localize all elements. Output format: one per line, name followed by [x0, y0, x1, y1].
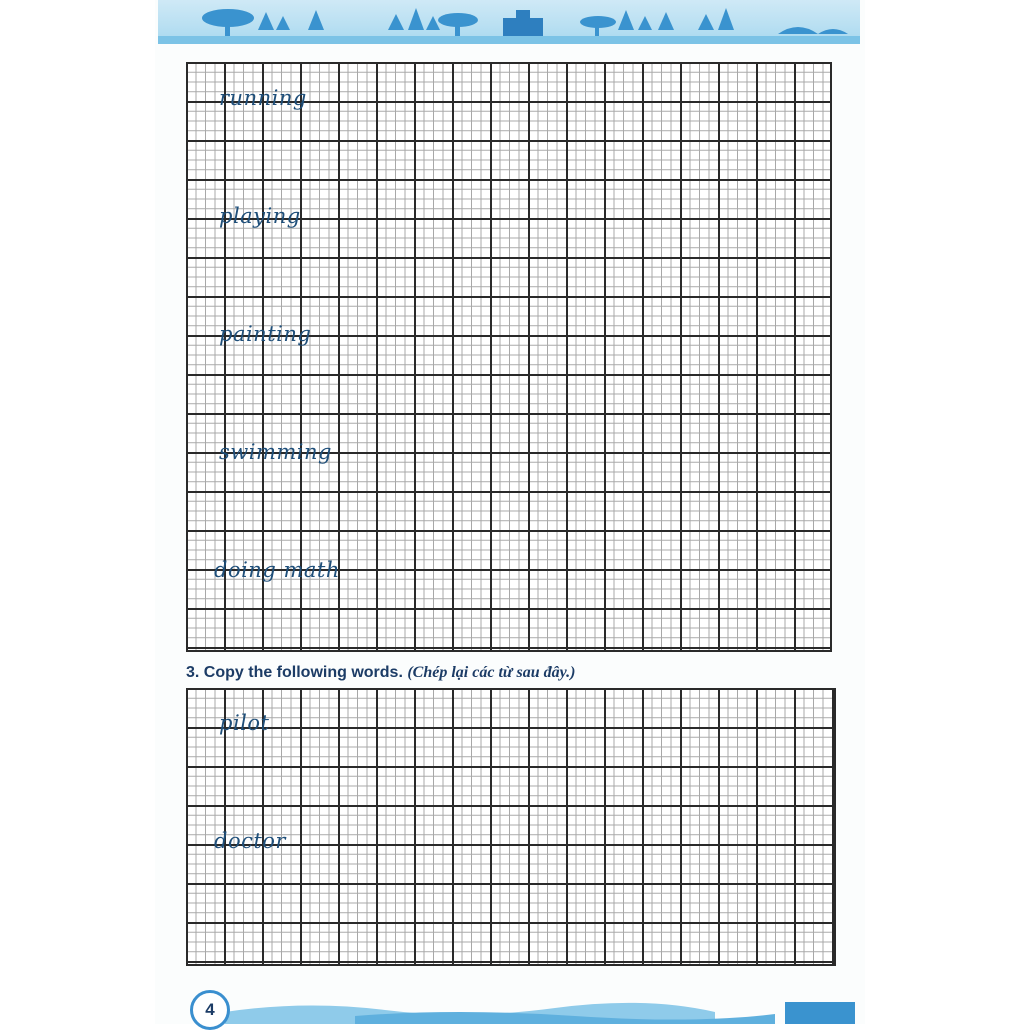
handwriting-grid-bottom[interactable]	[186, 688, 836, 966]
exercise-title: 3. Copy the following words.	[186, 664, 403, 681]
bottom-wave-illustration	[155, 990, 865, 1024]
exercise-heading	[186, 664, 575, 682]
practice-word: painting	[219, 322, 312, 346]
practice-word: playing	[219, 204, 301, 228]
practice-word: running	[219, 86, 307, 110]
exercise-translation: (Chép lại các từ sau đây.)	[407, 664, 576, 681]
practice-word: pilot	[219, 711, 270, 735]
practice-word: doctor	[214, 829, 286, 853]
page-number-badge: 4	[190, 990, 230, 1030]
top-banner-illustration	[158, 0, 860, 44]
practice-word: swimming	[219, 440, 332, 464]
practice-word: doing math	[214, 558, 340, 582]
